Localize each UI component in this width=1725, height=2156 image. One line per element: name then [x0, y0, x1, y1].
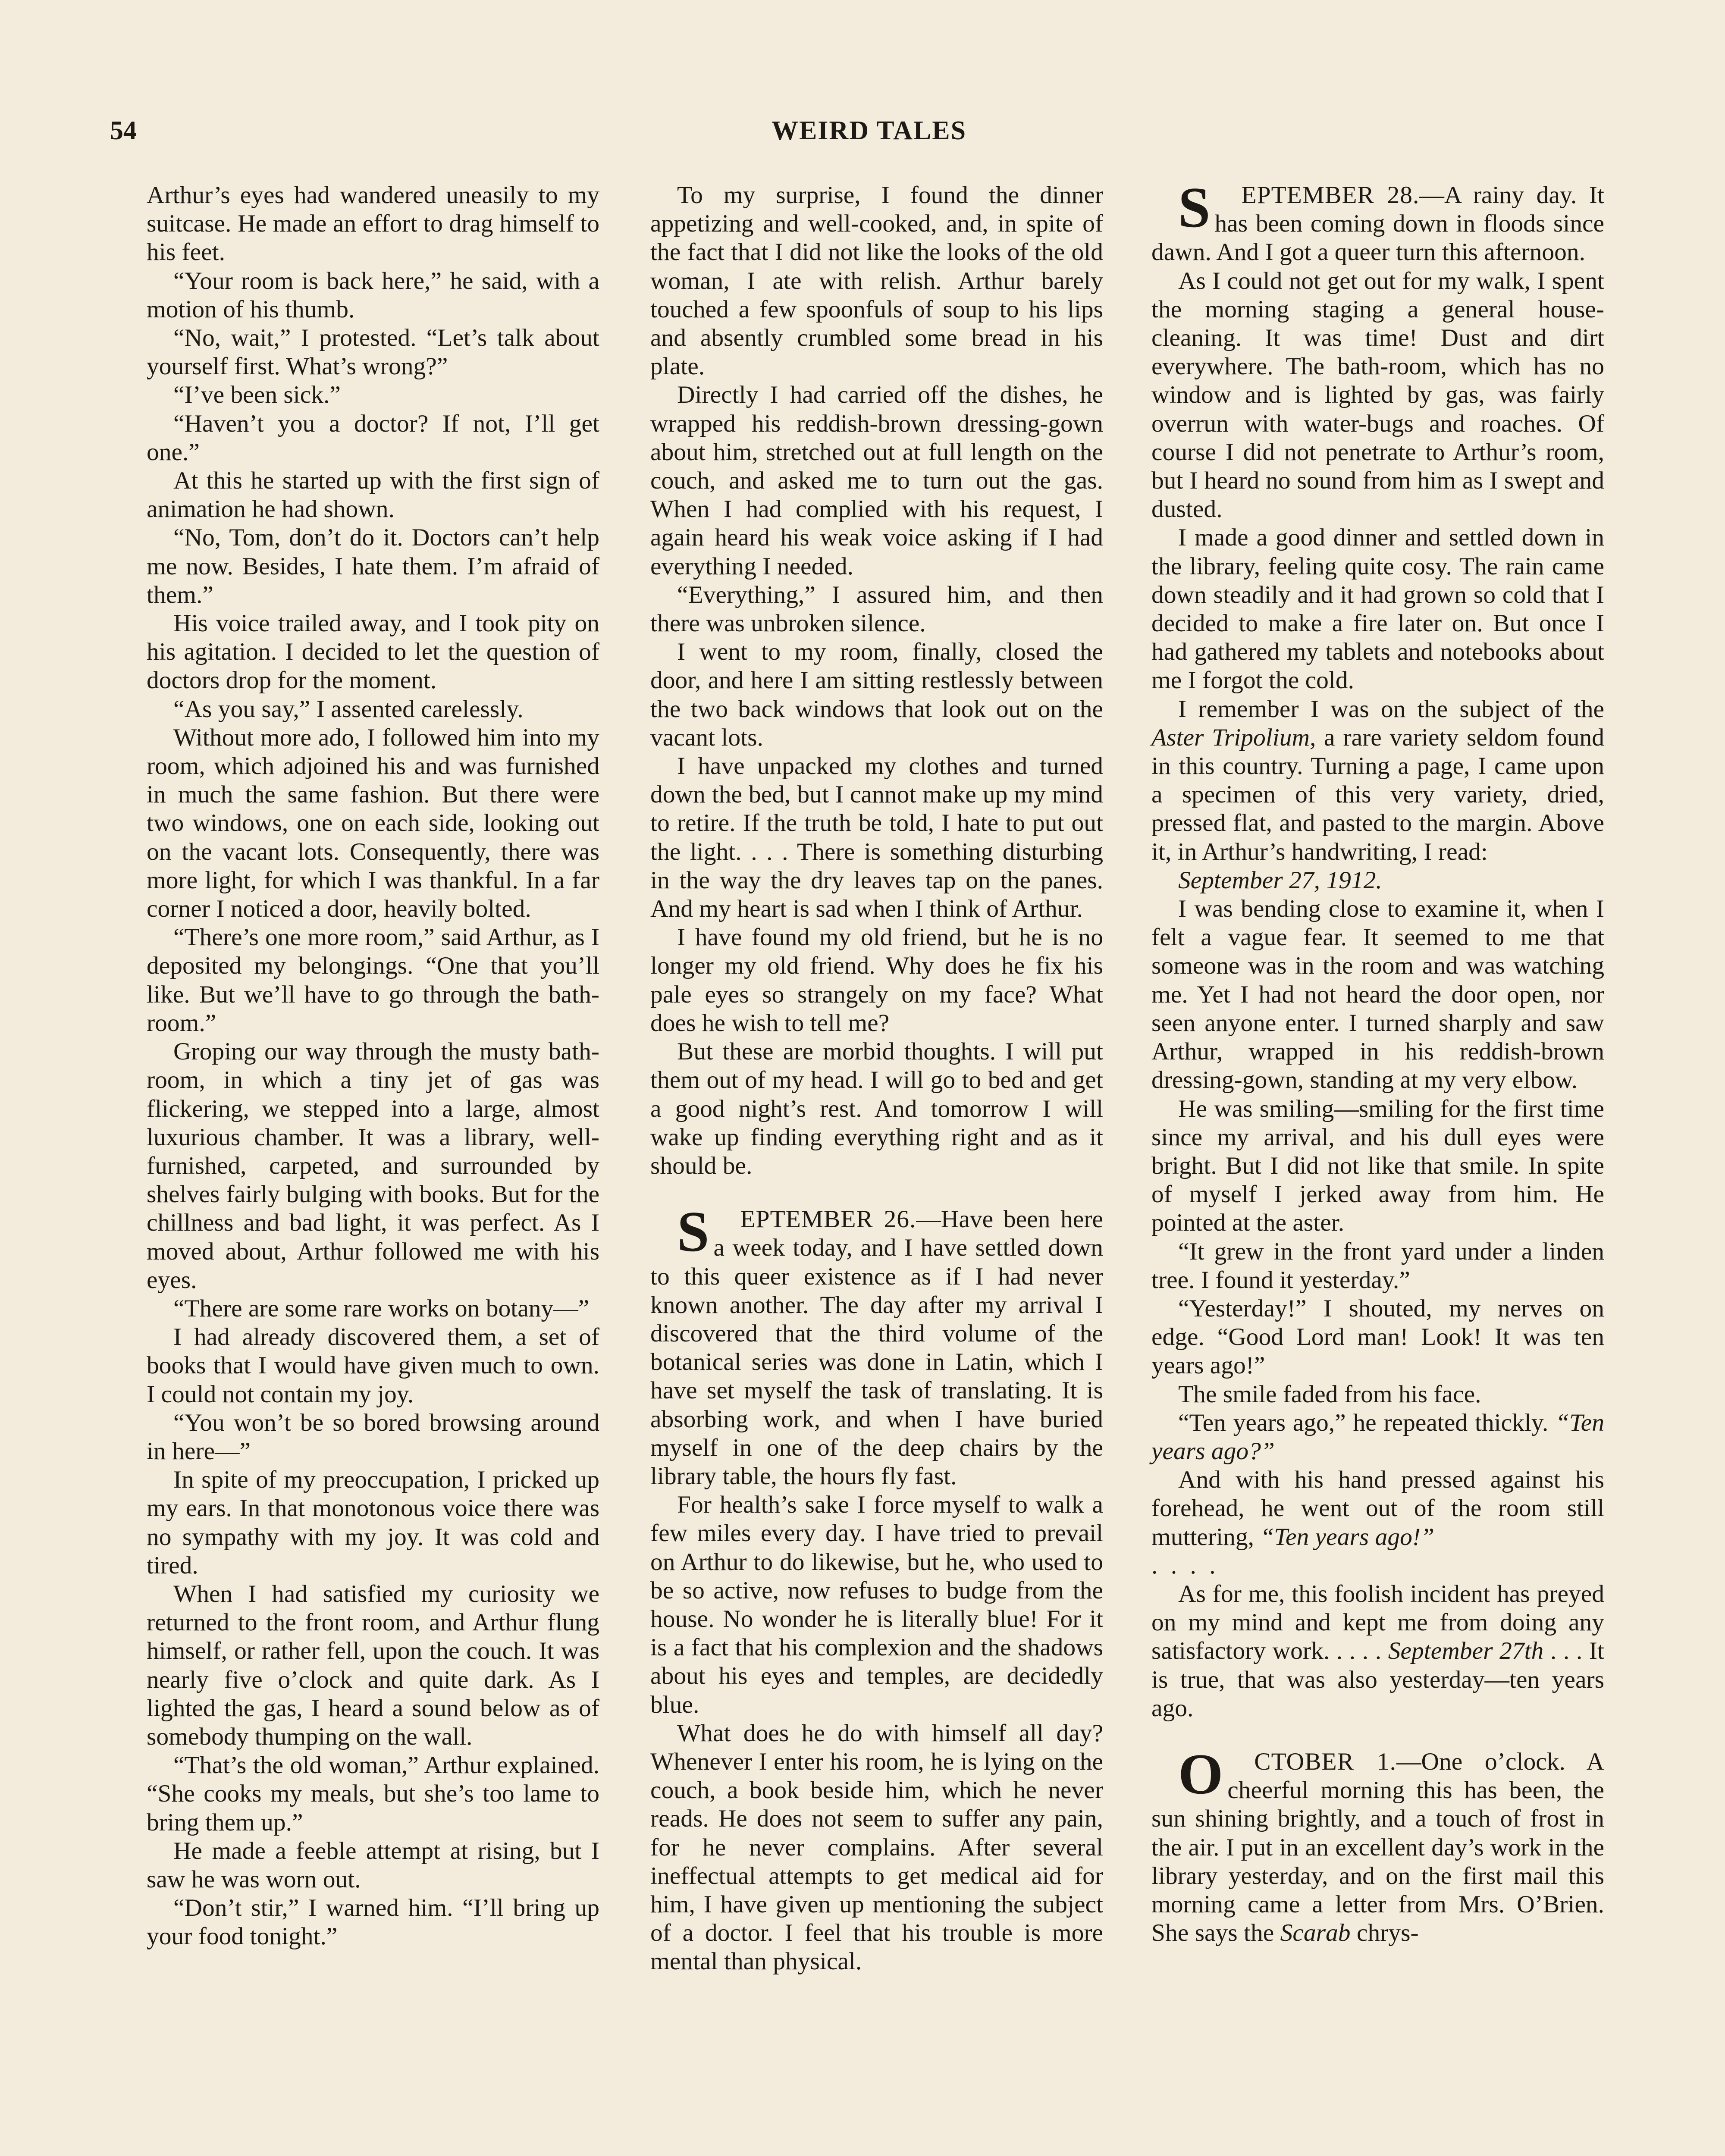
paragraph: “As you say,” I assented carelessly. [173, 695, 524, 723]
paragraph: “No, Tom, don’t do it. Doctors can’t help me now. Besides, I hate them. I’m afraid of them.” [147, 524, 599, 608]
paragraph: When I had satisfied my curiosity we returned to the front room, and Arthur flung himself, or rather fell, upon the couch. It was nearly five o’clock and quite dark. As I lighted the gas, I heard a sound below as of somebody thumping on the wall. [147, 1580, 599, 1750]
foolish-date: September 27th [1388, 1637, 1544, 1665]
foolish-text-before: As for me, this foolish incident has preyed on my mind and kept me from doing any satisfactory work. . . . . [1151, 1580, 1604, 1665]
paragraph: At this he started up with the first sign of animation he had shown. [147, 467, 599, 523]
paragraph: “I’ve been sick.” [173, 381, 341, 409]
paragraph: “Everything,” I assured him, and then there was unbroken silence. [650, 581, 1103, 637]
muttering-quote: “Ten years ago!” [1260, 1523, 1434, 1551]
paragraph: “Your room is back here,” he said, with a motion of his thumb. [147, 267, 599, 323]
ten-years-text: “Ten years ago,” he repeated thickly. [1178, 1409, 1556, 1436]
foolish-text-after: . . . It is true, that was also yesterday—ten years ago. [1151, 1637, 1604, 1722]
section-september-26-opening [650, 1200, 1103, 1491]
running-title: WEIRD TALES [771, 116, 967, 145]
paragraph: Groping our way through the musty bath-room, in which a tiny jet of gas was flickering, we stepped into a large, almost luxurious chamber. It was a library, well-furnished, carpeted, and surrounded by shelves fairly bulging with books. But for the chillness and bad light, it was perfect. As I moved about, Arthur followed me with his eyes. [147, 1038, 599, 1294]
column-3-paragraphs-b [1151, 895, 1604, 1409]
paragraph: He made a feeble attempt at rising, but I saw he was worn out. [147, 1837, 599, 1893]
paragraph: I went to my room, finally, closed the door, and here I am sitting restlessly between the two back windows that look out on the vacant lots. [650, 638, 1103, 751]
column-2-paragraphs-a [650, 181, 1103, 1180]
paragraph: “That’s the old woman,” Arthur explained. “She cooks my meals, but she’s too lame to bring them up.” [147, 1752, 599, 1836]
page-header [110, 116, 1628, 154]
paragraph: Directly I had carried off the dishes, he wrapped his reddish-brown dressing-gown about him, stretched out at full length on the couch, and asked me to turn out the gas. When I had complied with his request, I again heard his weak voice asking if I had everything I needed. [650, 381, 1103, 580]
drop-cap: O [1178, 1742, 1223, 1806]
aster-species-name: Aster Tripolium, [1151, 724, 1316, 751]
section-date-lead: EPTEMBER 28. [1241, 182, 1420, 209]
paragraph: Without more ado, I followed him into my room, which adjoined his and was furnished in much the same fashion. But there were two windows, one on each side, looking out on the vacant lots. Consequently, there was more light, for which I was thankful. In a far corner I noticed a door, heavily bolted. [147, 724, 599, 923]
paragraph: The smile faded from his face. [1178, 1380, 1481, 1408]
column-2 [650, 181, 1103, 1976]
paragraph-ten-years [1151, 1409, 1604, 1466]
paragraph: “You won’t be so bored browsing around in here—” [147, 1409, 599, 1465]
paragraph: Arthur’s eyes had wandered uneasily to my suitcase. He made an effort to drag himself to his feet. [147, 182, 599, 266]
section-date-lead: CTOBER 1. [1254, 1748, 1396, 1775]
section-text-end: chrys- [1350, 1919, 1419, 1947]
paragraph: He was smiling—smiling for the first time since my arrival, and his dull eyes were bright. But I did not like that smile. In spite of myself I jerked away from him. He pointed at the aster. [1151, 1095, 1604, 1237]
paragraph: But these are morbid thoughts. I will put them out of my head. I will go to bed and get a good night’s rest. And tomorrow I will wake up finding everything right and as it should be. [650, 1038, 1103, 1179]
section-september-28-opening [1151, 175, 1604, 267]
paragraph: To my surprise, I found the dinner appetizing and well-cooked, and, in spite of the fact that I did not like the looks of the old woman, I ate with relish. Arthur barely touched a few spoonfuls of soup to his lips and absently crumbled some bread in his plate. [650, 182, 1103, 380]
paragraph: “There’s one more room,” said Arthur, as I deposited my belongings. “One that you’ll like. But we’ll have to go through the bath-room.” [147, 924, 599, 1037]
paragraph-foolish-incident [1151, 1580, 1604, 1723]
paragraph: His voice trailed away, and I took pity on his agitation. I decided to let the question of doctors drop for the moment. [147, 610, 599, 694]
section-text: —A rainy day. It has been coming down in floods since dawn. And I got a queer turn this afternoon. [1151, 182, 1604, 266]
paragraph: I have found my old friend, but he is no longer my old friend. Why does he fix his pale eyes so strangely on my face? What does he wish to tell me? [650, 924, 1103, 1037]
paragraph: “Don’t stir,” I warned him. “I’ll bring up your food tonight.” [147, 1894, 599, 1950]
muttering-text: And with his hand pressed against his forehead, he went out of the room still muttering, [1151, 1466, 1604, 1551]
paragraph: “No, wait,” I protested. “Let’s talk about yourself first. What’s wrong?” [147, 324, 599, 380]
paragraph-aster [1151, 695, 1604, 866]
column-3-paragraphs-a [1151, 267, 1604, 695]
section-october-1-opening [1151, 1742, 1604, 1947]
aster-text-after: a rare variety seldom found in this country. Turning a page, I came upon a specimen of this very variety, dried, pressed flat, and pasted to the margin. Above it, in Arthur’s handwriting, I read: [1151, 724, 1604, 865]
section-text: —Have been here a week today, and I have settled down to this queer existence as if I had never known another. The day after my arrival I discovered that the third volume of the botanical series was done in Latin, which I have set myself the task of translating. It is absorbing work, and when I have buried myself in one of the deep chairs by the library table, the hours fly fast. [650, 1206, 1103, 1490]
section-september-26 [650, 1200, 1103, 1976]
note-date-text: September 27, 1912. [1178, 866, 1382, 894]
paragraph: As I could not get out for my walk, I spent the morning staging a general house-cleaning. It was time! Dust and dirt everywhere. The bath-room, which has no window and is lighted by gas, was fairly overrun with water-bugs and roaches. Of course I did not penetrate to Arthur’s room, but I heard no sound from him as I swept and dusted. [1151, 267, 1604, 523]
section-text: —One o’clock. A cheerful morning this has been, the sun shining brightly, and a touch of frost in the air. I put in an excellent day’s work in the library yesterday, and on the first mail this morning came a letter from Mrs. O’Brien. She says the [1151, 1748, 1604, 1947]
page-number: 54 [110, 116, 137, 145]
scarab-word: Scarab [1280, 1919, 1351, 1947]
column-1 [147, 181, 599, 1951]
drop-cap: S [677, 1200, 709, 1264]
paragraph-muttering [1151, 1466, 1604, 1551]
paragraph: “It grew in the front yard under a linden tree. I found it yesterday.” [1151, 1238, 1604, 1294]
section-date-lead: EPTEMBER 26. [740, 1206, 916, 1233]
aster-text-before: I remember I was on the subject of the [1178, 695, 1604, 723]
paragraph: “There are some rare works on botany—” [173, 1294, 590, 1322]
ten-years-quote: “Ten years ago?” [1151, 1409, 1604, 1465]
note-date [1151, 866, 1604, 895]
paragraph: For health’s sake I force myself to walk a few miles every day. I have tried to prevail on Arthur to do likewise, but he, who used to be so active, now refuses to budge from the house. No wonder he is literally blue! For it is a fact that his complexion and the shadows about his eyes and temples, are decidedly blue. [650, 1491, 1103, 1718]
drop-cap: S [1178, 175, 1211, 239]
paragraph: In spite of my preoccupation, I pricked up my ears. In that monotonous voice there was no sympathy with my joy. It was cold and tired. [147, 1466, 599, 1579]
paragraph: “Yesterday!” I shouted, my nerves on edge. “Good Lord man! Look! It was ten years ago!” [1151, 1294, 1604, 1379]
paragraph: What does he do with himself all day? Whenever I enter his room, he is lying on the couch, a book beside him, which he never reads. He does not seem to suffer any pain, for he never complains. After several ineffectual attempts to get medical aid for him, I have given up mentioning the subject of a doctor. I feel that his trouble is more mental than physical. [650, 1719, 1103, 1975]
section-october-1 [1151, 1742, 1604, 1947]
column-2-paragraphs-b [650, 1491, 1103, 1976]
paragraph: “Haven’t you a doctor? If not, I’ll get one.” [147, 410, 599, 466]
paragraph: I had already discovered them, a set of books that I would have given much to own. I could not contain my joy. [147, 1323, 599, 1408]
column-3 [1151, 175, 1604, 1947]
paragraph: I was bending close to examine it, when I felt a vague fear. It seemed to me that someone was in the room and was watching me. Yet I had not heard the door open, nor seen anyone enter. I turned sharply and saw Arthur, wrapped in his reddish-brown dressing-gown, standing at my very elbow. [1151, 895, 1604, 1094]
paragraph: I have unpacked my clothes and turned down the bed, but I cannot make up my mind to retire. If the truth be told, I hate to put out the light. . . . There is something disturbing in the way the dry leaves tap on the panes. And my heart is sad when I think of Arthur. [650, 752, 1103, 923]
ellipsis-line: . . . . [1151, 1551, 1219, 1579]
paragraph: I made a good dinner and settled down in the library, feeling quite cosy. The rain came down steadily and it had grown so cold that I decided to make a fire later on. But once I had gathered my tablets and notebooks about me I forgot the cold. [1151, 524, 1604, 694]
